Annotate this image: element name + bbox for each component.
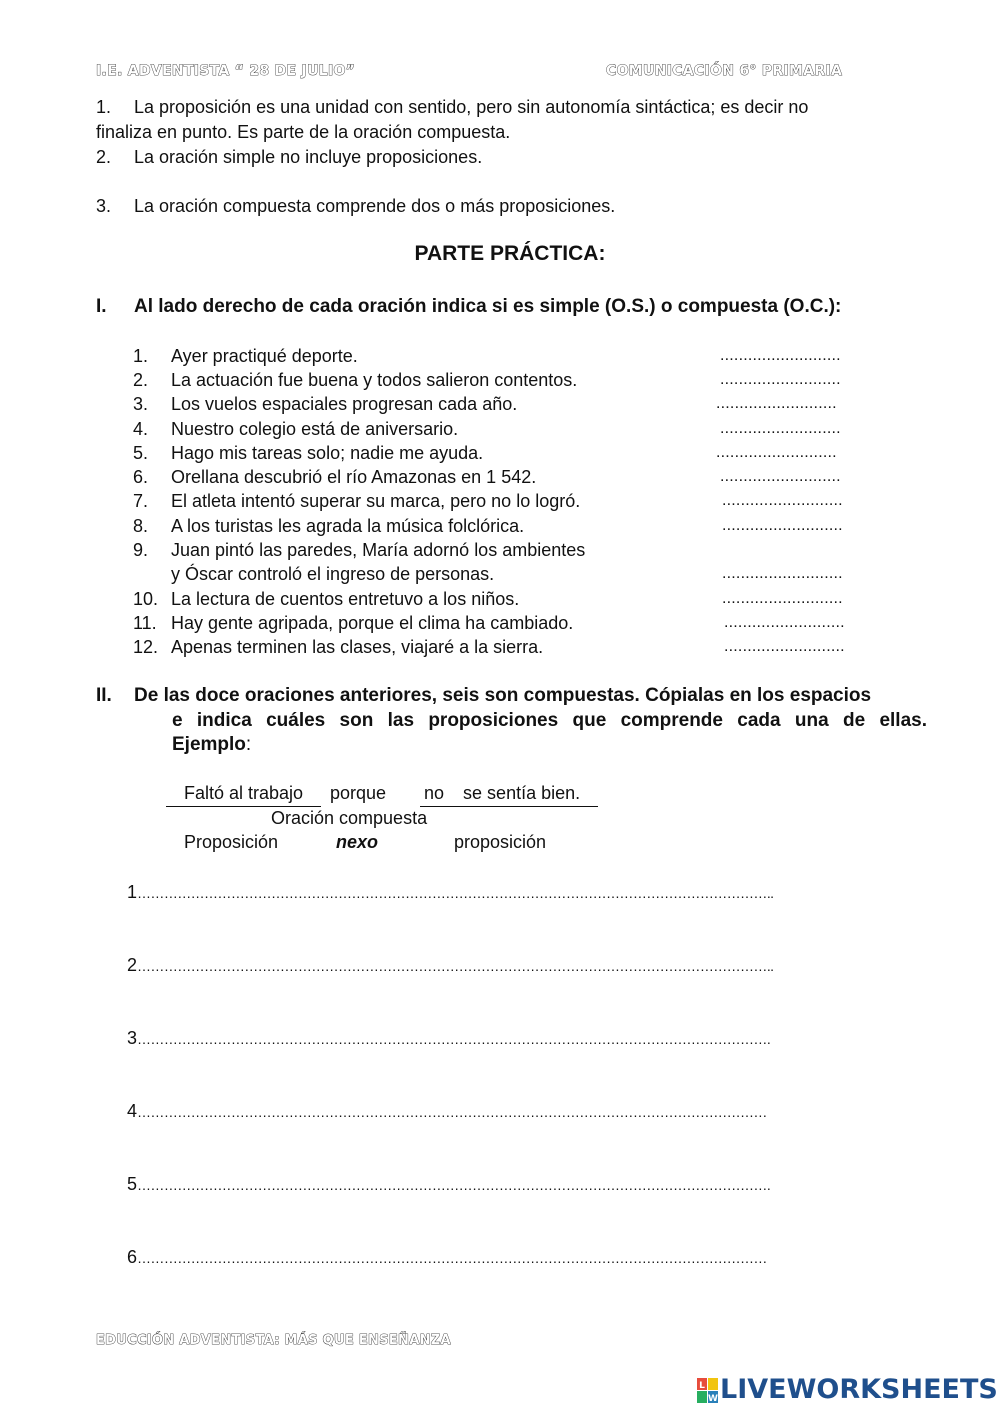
answer-blank[interactable]: .......................... bbox=[722, 590, 843, 607]
sentence-item bbox=[133, 465, 536, 489]
answer-line-dots: ……………………………………………………………………………………………………………………………. bbox=[137, 1177, 771, 1193]
sentence-number: 5. bbox=[133, 443, 149, 463]
section-2-instruction-line-2: e indica cuáles son las proposiciones que comprende cada una de ellas. bbox=[172, 710, 927, 731]
answer-line[interactable] bbox=[127, 880, 897, 905]
theory-item-3: 3. La oración compuesta comprende dos o más proposiciones. bbox=[96, 196, 616, 216]
answer-line-number: 6 bbox=[127, 1247, 138, 1267]
sentence-text: Apenas terminen las clases, viajaré a la sierra. bbox=[171, 637, 544, 657]
answer-blank[interactable]: .......................... bbox=[722, 565, 843, 582]
sentence-number: 9. bbox=[133, 540, 149, 560]
sentence-number: 12. bbox=[133, 637, 159, 657]
answer-blank[interactable]: .......................... bbox=[722, 517, 843, 534]
liveworksheets-logo: LIVEWORKSHEETS bbox=[720, 1374, 998, 1405]
sentence-item bbox=[133, 587, 519, 611]
answer-line[interactable] bbox=[127, 953, 897, 978]
example-proposition-1: Faltó al trabajo bbox=[166, 781, 321, 807]
sentence-text: Ayer practiqué deporte. bbox=[171, 346, 358, 366]
answer-blank[interactable]: .......................... bbox=[720, 371, 841, 388]
answer-line-number: 3 bbox=[127, 1028, 138, 1048]
sentence-number: 6. bbox=[133, 467, 149, 487]
sentence-item bbox=[133, 514, 524, 538]
example-caption: Oración compuesta bbox=[271, 808, 428, 828]
sentence-text: El atleta intentó superar su marca, pero no lo logró. bbox=[171, 491, 581, 511]
answer-blank[interactable]: .......................... bbox=[720, 347, 841, 364]
answer-line[interactable] bbox=[127, 1172, 897, 1197]
sentence-text: Hay gente agripada, porque el clima ha cambiado. bbox=[171, 613, 574, 633]
sentence-number: 2. bbox=[133, 370, 149, 390]
sentence-item bbox=[133, 441, 483, 465]
logo-badge-letter-l: L bbox=[699, 1381, 705, 1391]
subject-grade: COMUNICACIÓN 6° PRIMARIA bbox=[606, 63, 843, 79]
answer-blank[interactable]: .......................... bbox=[716, 395, 837, 412]
example-label-proposition-1: Proposición bbox=[184, 832, 279, 852]
answer-line-dots: ……………………………………………………………………………………………………………………………. bbox=[137, 1031, 771, 1047]
answer-line-number: 5 bbox=[127, 1174, 138, 1194]
sentence-item bbox=[133, 344, 358, 368]
sentence-number: 3. bbox=[133, 394, 149, 414]
theory-item-2: 2. La oración simple no incluye proposiciones. bbox=[96, 147, 483, 167]
sentence-number: 10. bbox=[133, 589, 159, 609]
sentence-text: Nuestro colegio está de aniversario. bbox=[171, 419, 459, 439]
answer-blank[interactable]: .......................... bbox=[722, 492, 843, 509]
answer-line-number: 4 bbox=[127, 1101, 138, 1121]
sentence-text: A los turistas les agrada la música folclórica. bbox=[171, 516, 525, 536]
theory-item-1-continued: finaliza en punto. Es parte de la oración compuesta. bbox=[96, 122, 511, 142]
sentence-number: 4. bbox=[133, 419, 149, 439]
answer-blank[interactable]: .......................... bbox=[716, 444, 837, 461]
sentence-item bbox=[133, 635, 543, 659]
sentence-text: La actuación fue buena y todos salieron contentos. bbox=[171, 370, 578, 390]
answer-line-dots: …………………………………………………………………………………………………………………………… bbox=[137, 1250, 767, 1266]
example-proposition-2: no se sentía bien. bbox=[420, 781, 598, 807]
sentence-text: La lectura de cuentos entretuvo a los niños. bbox=[171, 589, 520, 609]
footer-motto: EDUCCIÓN ADVENTISTA: MÁS QUE ENSEÑANZA bbox=[96, 1333, 451, 1348]
sentence-item bbox=[133, 538, 585, 562]
school-name: I.E. ADVENTISTA “ 28 DE JULIO” bbox=[96, 63, 356, 79]
sentence-item bbox=[133, 392, 517, 416]
answer-line-dots: …………………………………………………………………………………………………………………………… bbox=[137, 1104, 767, 1120]
logo-badge-letter-w: W bbox=[708, 1394, 718, 1404]
sentence-number: 11. bbox=[133, 613, 157, 633]
sentence-item bbox=[133, 417, 458, 441]
sentence-number: 8. bbox=[133, 516, 149, 536]
sentence-number: 1. bbox=[133, 346, 149, 366]
answer-line[interactable] bbox=[127, 1245, 897, 1270]
answer-line-dots: …………………………………………………………………………………………………………………………….. bbox=[137, 885, 774, 901]
answer-line-number: 2 bbox=[127, 955, 138, 975]
sentence-number: 7. bbox=[133, 491, 149, 511]
answer-blank[interactable]: .......................... bbox=[724, 614, 845, 631]
example-label: Ejemplo: bbox=[172, 734, 252, 755]
sentence-text-continued: y Óscar controló el ingreso de personas. bbox=[171, 564, 495, 584]
practice-title: PARTE PRÁCTICA: bbox=[414, 242, 606, 265]
answer-blank[interactable]: .......................... bbox=[724, 638, 845, 655]
sentence-text: Juan pintó las paredes, María adornó los ambientes bbox=[171, 540, 586, 560]
sentence-text: Orellana descubrió el río Amazonas en 1 542. bbox=[171, 467, 537, 487]
sentence-item bbox=[133, 611, 573, 635]
sentence-text: Los vuelos espaciales progresan cada año. bbox=[171, 394, 518, 414]
sentence-item bbox=[133, 368, 577, 392]
answer-line-dots: …………………………………………………………………………………………………………………………….. bbox=[137, 958, 774, 974]
section-1-instruction: I. Al lado derecho de cada oración indica si es simple (O.S.) o compuesta (O.C.): bbox=[96, 296, 842, 317]
answer-blank[interactable]: .......................... bbox=[720, 420, 841, 437]
sentence-item bbox=[133, 489, 580, 513]
example-label-nexo: nexo bbox=[336, 832, 379, 852]
example-label-proposition-2: proposición bbox=[454, 832, 547, 852]
example-nexo-word: porque bbox=[330, 783, 387, 803]
section-2-instruction: II. De las doce oraciones anteriores, seis son compuestas. Cópialas en los espacios bbox=[96, 685, 872, 706]
liveworksheets-logo-icon bbox=[697, 1378, 719, 1404]
answer-line[interactable] bbox=[127, 1026, 897, 1051]
answer-line-number: 1 bbox=[127, 882, 138, 902]
answer-blank[interactable]: .......................... bbox=[720, 468, 841, 485]
answer-line[interactable] bbox=[127, 1099, 897, 1124]
theory-item-1: 1. La proposición es una unidad con sentido, pero sin autonomía sintáctica; es decir no bbox=[96, 97, 809, 117]
sentence-text: Hago mis tareas solo; nadie me ayuda. bbox=[171, 443, 484, 463]
